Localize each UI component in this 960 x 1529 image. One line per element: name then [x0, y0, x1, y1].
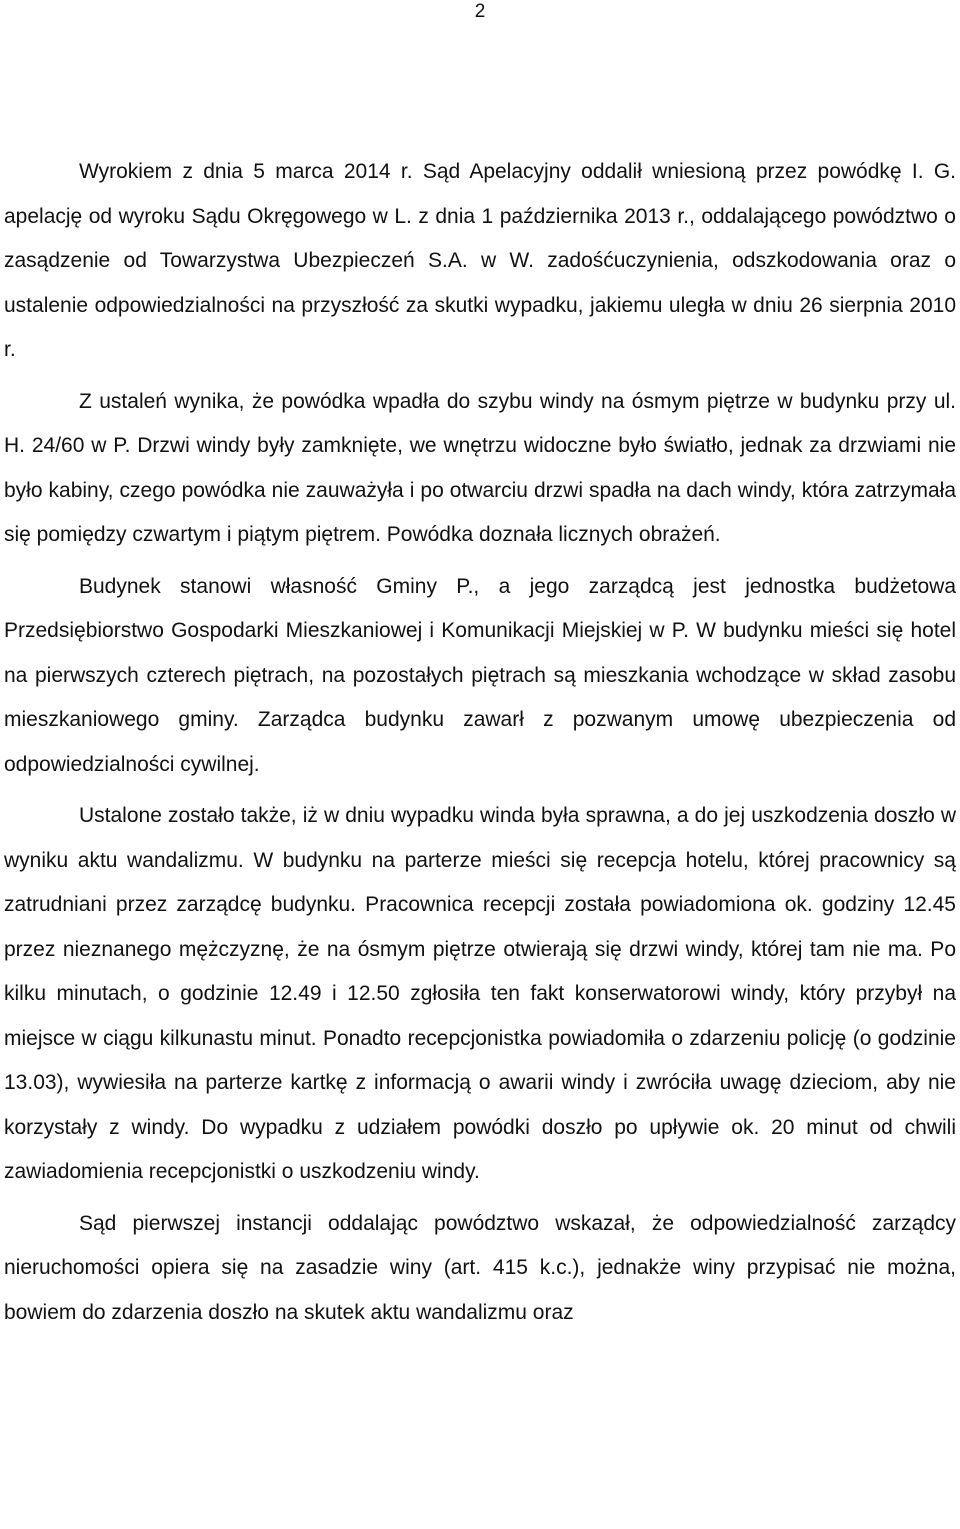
paragraph-first-instance: Sąd pierwszej instancji oddalając powództwo wskazał, że odpowiedzialność zarządcy nieruchomości opiera się na zasadzie winy (art. 415 k.c.), jednakże winy przypisać nie można, bowiem do zdarzenia doszło na skutek aktu wandalizmu oraz [4, 1211, 956, 1324]
page-number: 2 [474, 1, 486, 22]
paragraph-facts: Z ustaleń wynika, że powódka wpadła do szybu windy na ósmym piętrze w budynku przy ul. H. 24/60 w P. Drzwi windy były zamknięte, we wnętrzu widoczne było światło, jednak za drzwiami nie było kabiny, czego powódka nie zauważyła i po otwarciu drzwi spadła na dach windy, która zatrzymała się pomiędzy czwartym i piątym piętrem. Powódka doznała licznych obrażeń. [4, 389, 956, 546]
document-body [4, 150, 956, 1335]
paragraph-building-ownership: Budynek stanowi własność Gminy P., a jego zarządcą jest jednostka budżetowa Przedsiębiorstwo Gospodarki Mieszkaniowej i Komunikacji Miejskiej w P. W budynku mieści się hotel na pierwszych czterech piętrach, na pozostałych piętrach są mieszkania wchodzące w skład zasobu mieszkaniowego gminy. Zarządca budynku zawarł z pozwanym umowę ubezpieczenia od odpowiedzialności cywilnej. [4, 574, 956, 776]
paragraph-elevator-incident: Ustalone zostało także, iż w dniu wypadku winda była sprawna, a do jej uszkodzenia doszło w wyniku aktu wandalizmu. W budynku na parterze mieści się recepcja hotelu, której pracownicy są zatrudniani przez zarządcę budynku. Pracownica recepcji została powiadomiona ok. godziny 12.45 przez nieznanego mężczyznę, że na ósmym piętrze otwierają się drzwi windy, której tam nie ma. Po kilku minutach, o godzinie 12.49 i 12.50 zgłosiła ten fakt konserwatorowi windy, który przybył na miejsce w ciągu kilkunastu minut. Ponadto recepcjonistka powiadomiła o zdarzeniu policję (o godzinie 13.03), wywiesiła na parterze kartkę z informacją o awarii windy i zwróciła uwagę dzieciom, aby nie korzystały z windy. Do wypadku z udziałem powódki doszło po upływie ok. 20 minut od chwili zawiadomienia recepcjonistki o uszkodzeniu windy. [4, 804, 956, 1183]
paragraph-judgment: Wyrokiem z dnia 5 marca 2014 r. Sąd Apelacyjny oddalił wniesioną przez powódkę I. G. apelację od wyroku Sądu Okręgowego w L. z dnia 1 października 2013 r., oddalającego powództwo o zasądzenie od Towarzystwa Ubezpieczeń S.A. w W. zadośćuczynienia, odszkodowania oraz o ustalenie odpowiedzialności na przyszłość za skutki wypadku, jakiemu uległa w dniu 26 sierpnia 2010 r. [4, 160, 956, 361]
